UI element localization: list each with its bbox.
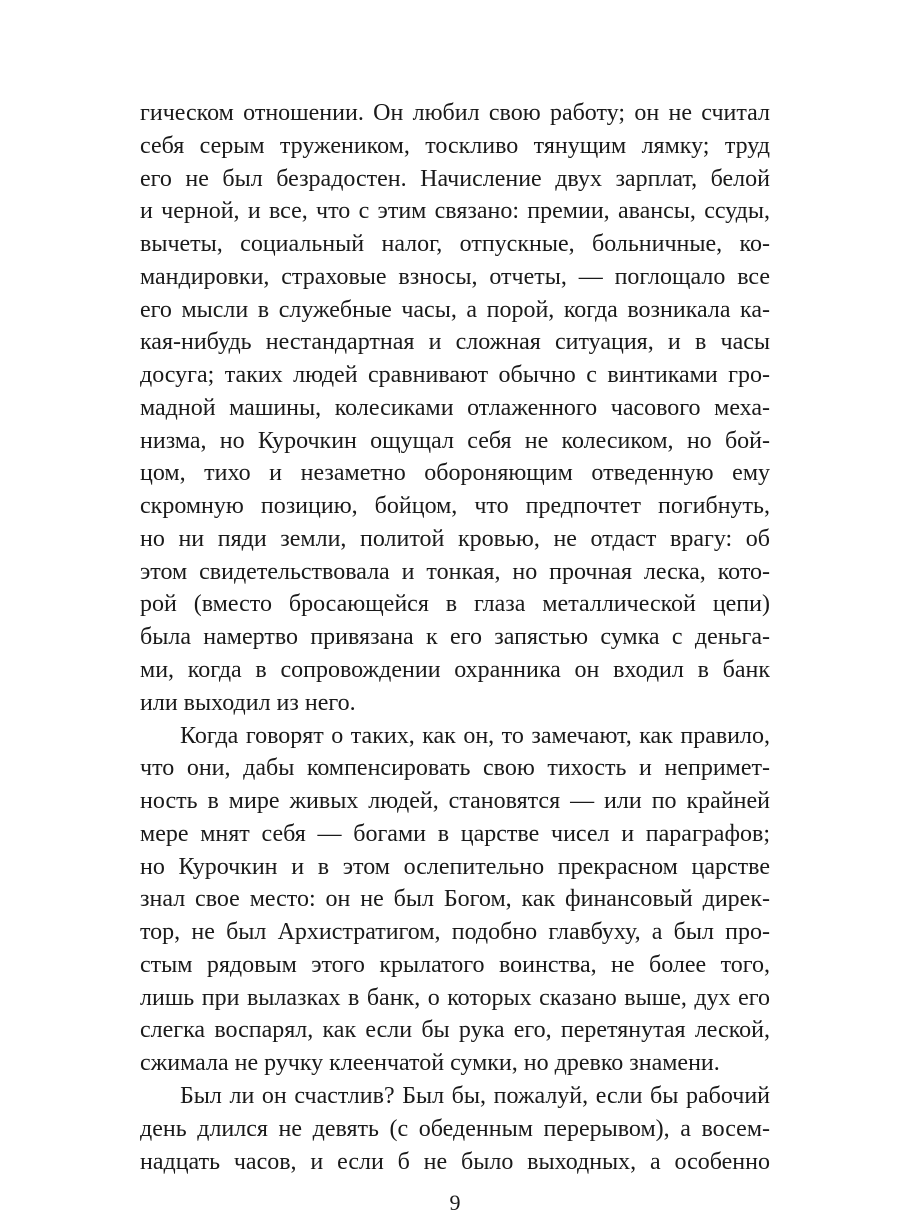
text-line: тор, не был Архистратигом, подобно главбуху, а был про- [140,919,770,946]
page-sheet [140,97,770,1216]
text-line: ми, когда в сопровождении охранника он входил в банк [140,657,770,684]
text-line: что они, дабы компенсировать свою тихость и непримет- [140,755,770,782]
text-line: мадной машины, колесиками отлаженного часового меха- [140,394,770,421]
text-line: низма, но Курочкин ощущал себя не колесиком, но бой- [140,427,770,454]
text-line: но Курочкин и в этом ослепительно прекрасном царстве [140,853,770,880]
page-number: 9 [449,1190,461,1216]
text-line: скромную позицию, бойцом, что предпочтет погибнуть, [140,493,770,520]
text-line: рой (вместо бросающейся в глаза металлической цепи) [140,591,770,618]
text-line: гическом отношении. Он любил свою работу; он не считал [140,100,770,126]
paragraph [140,720,770,1080]
text-line: знал свое место: он не был Богом, как финансовый дирек- [140,886,770,913]
text-line: его не был безрадостен. Начисление двух зарплат, белой [140,165,770,192]
text-line: цом, тихо и незаметно обороняющим отведенную ему [140,460,770,487]
text-line: себя серым тружеником, тоскливо тянущим лямку; труд [140,132,770,159]
paragraph [140,1080,770,1178]
text-line: была намертво привязана к его запястью сумка с деньга- [140,624,770,651]
text-line: надцать часов, и если б не было выходных, а особенно [140,1148,770,1175]
text-line: вычеты, социальный налог, отпускные, больничные, ко- [140,231,770,258]
text-line: но ни пяди земли, политой кровью, не отдаст врагу: об [140,525,770,552]
text-line: лишь при вылазках в банк, о которых сказано выше, дух его [140,984,770,1011]
text-line: и черной, и все, что с этим связано: премии, авансы, ссуды, [140,198,770,225]
text-line: досуга; таких людей сравнивают обычно с винтиками гро- [140,362,770,389]
text-line: кая-нибудь нестандартная и сложная ситуация, и в часы [140,329,770,356]
paragraph [140,97,770,720]
text-line: или выходил из него. [140,689,356,716]
text-line: этом свидетельствовала и тонкая, но прочная леска, кото- [140,558,770,585]
text-line: его мысли в служебные часы, а порой, когда возникала ка- [140,296,770,323]
text-line: сжимала не ручку клеенчатой сумки, но древко знамени. [140,1050,720,1077]
page-body-text [140,97,770,1178]
text-line: мере мнят себя — богами в царстве чисел и параграфов; [140,820,770,847]
text-line: мандировки, страховые взносы, отчеты, — поглощало все [140,263,770,290]
text-line: Был ли он счастлив? Был бы, пожалуй, если бы рабочий [180,1082,770,1109]
text-line: стым рядовым этого крылатого воинства, не более того, [140,951,770,978]
text-line: день длился не девять (с обеденным перерывом), а восем- [140,1115,770,1142]
text-line: Когда говорят о таких, как он, то замечают, как правило, [180,722,770,749]
text-line: ность в мире живых людей, становятся — или по крайней [140,788,770,815]
text-line: слегка воспарял, как если бы рука его, перетянутая леской, [140,1017,770,1044]
